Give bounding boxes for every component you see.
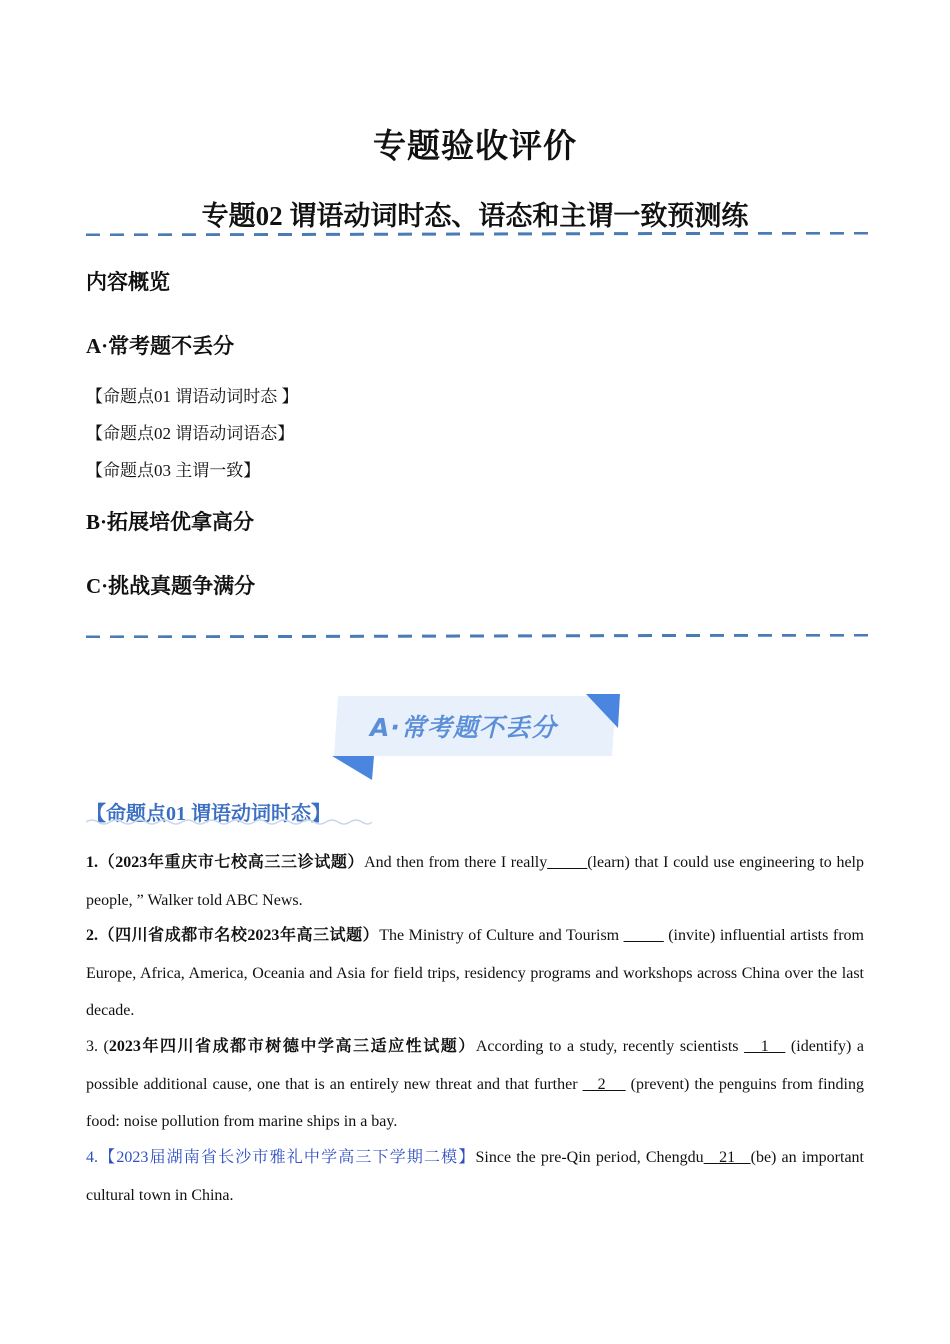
question-text: (be) an important cultural town in China. xyxy=(86,1149,864,1204)
overview-point-1: 【命题点01 谓语动词时态 】 xyxy=(86,387,299,406)
dashed-divider-top xyxy=(86,232,872,236)
point-title-underline xyxy=(86,818,372,826)
question-source: （2023年重庆市七校高三三诊试题） xyxy=(98,854,365,871)
question-text: And then from there I really xyxy=(364,854,548,871)
question-4 xyxy=(86,1139,864,1214)
question-source: 2023年四川省成都市树德中学高三适应性试题） xyxy=(108,1038,476,1055)
question-3 xyxy=(86,1028,864,1141)
question-source: （四川省成都市名校2023年高三试题） xyxy=(98,927,380,944)
answer-blank[interactable]: 21 xyxy=(703,1149,751,1166)
answer-blank[interactable]: 2 xyxy=(582,1075,626,1093)
overview-heading: 内容概览 xyxy=(86,270,170,294)
question-text: (prevent) the penguins from finding food: noise pollution from marine ships in a bay. xyxy=(86,1075,864,1130)
question-2 xyxy=(86,917,864,1030)
question-source: 【2023届湖南省长沙市雅礼中学高三下学期二模】 xyxy=(98,1149,476,1166)
question-text: (invite) influential artists from Europe, Africa, America, Oceania and Asia for field trips, residency programs and workshops across China over the last decade. xyxy=(86,927,864,1019)
banner-label: A·常考题不丢分 xyxy=(370,713,557,742)
answer-blank[interactable]: _____ xyxy=(547,854,588,871)
answer-blank[interactable]: _____ xyxy=(623,927,664,944)
question-number: 4. xyxy=(86,1149,98,1166)
section-a-banner xyxy=(330,692,622,782)
question-number: 3. ( xyxy=(86,1038,109,1055)
question-text: (learn) that I could use engineering to help people, ” Walker told ABC News. xyxy=(86,854,864,909)
page-title: 专题验收评价 xyxy=(373,129,577,165)
answer-blank[interactable]: 1 xyxy=(744,1038,786,1055)
question-number: 1. xyxy=(86,854,98,871)
point-1-title: 【命题点01 谓语动词时态】 xyxy=(86,803,331,825)
question-text: Since the pre-Qin period, Chengdu xyxy=(475,1149,704,1166)
page-subtitle: 专题02 谓语动词时态、语态和主谓一致预测练 xyxy=(201,201,749,231)
question-1 xyxy=(86,844,864,919)
dashed-divider-bottom xyxy=(86,634,872,638)
overview-point-3: 【命题点03 主谓一致】 xyxy=(86,461,261,480)
question-text: According to a study, recently scientists xyxy=(475,1038,745,1055)
overview-point-2: 【命题点02 谓语动词语态】 xyxy=(86,424,295,443)
overview-section-c: C·挑战真题争满分 xyxy=(86,574,256,598)
question-number: 2. xyxy=(86,927,98,944)
overview-section-b: B·拓展培优拿高分 xyxy=(86,510,255,534)
overview-section-a: A·常考题不丢分 xyxy=(86,334,235,358)
question-text: The Ministry of Culture and Tourism xyxy=(379,927,624,944)
question-text: (identify) a possible additional cause, one that is an entirely new threat and that further xyxy=(86,1038,864,1093)
